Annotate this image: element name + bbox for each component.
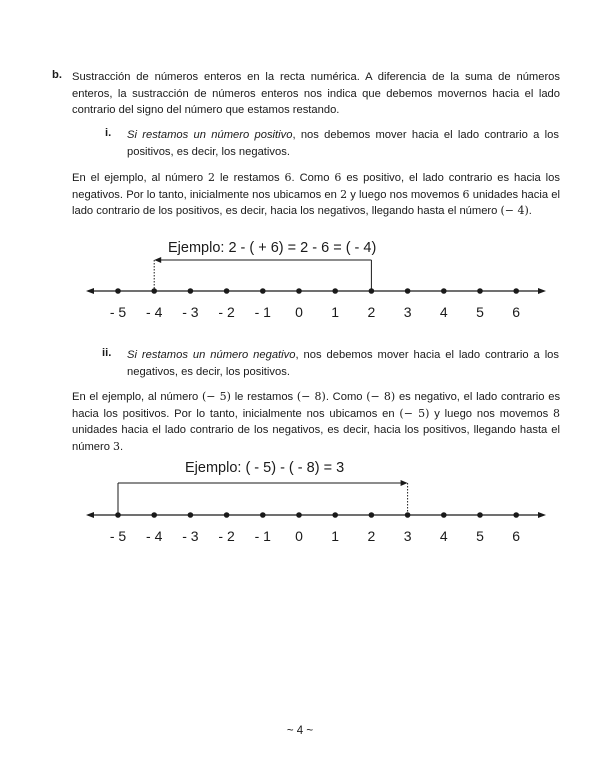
tick-label: - 1 xyxy=(254,528,271,544)
tick-label: - 3 xyxy=(182,304,199,320)
tick-label: - 2 xyxy=(218,304,235,320)
tick-label: 4 xyxy=(439,528,448,544)
tick-dot xyxy=(477,512,483,518)
tick-label: - 3 xyxy=(182,528,199,544)
tick-dot xyxy=(477,288,483,294)
axis-right-arrow xyxy=(538,512,546,518)
tick-dot xyxy=(332,288,338,294)
case-ii-italic: Si restamos un número negativo xyxy=(127,349,296,361)
tick-dot xyxy=(405,288,411,294)
tick-label: 1 xyxy=(331,304,340,320)
tick-dot xyxy=(188,512,194,518)
number-line-2 xyxy=(0,455,600,555)
section-b-text: Sustracción de números enteros en la recta numérica. A diferencia de la suma de números enteros, la sustracción de números enteros nos indica que debemos movernos hacia el lado contrario del signo del número que estamos restando. xyxy=(72,71,560,116)
tick-dot xyxy=(441,288,447,294)
number-line-2-caption: Ejemplo: ( - 5) - ( - 8) = 3 xyxy=(185,460,345,476)
number-line-1 xyxy=(0,230,600,330)
tick-label: 6 xyxy=(512,528,521,544)
move-arrow-head xyxy=(401,480,408,486)
tick-label: 1 xyxy=(331,528,340,544)
move-arrow-head xyxy=(154,257,161,263)
tick-dot xyxy=(188,288,194,294)
tick-label: - 1 xyxy=(254,304,271,320)
tick-label: 3 xyxy=(403,528,412,544)
case-ii-text xyxy=(127,347,559,380)
tick-dot xyxy=(369,512,375,518)
tick-label: 0 xyxy=(295,304,303,320)
section-b-label: b. xyxy=(52,69,62,81)
page-number: ~ 4 ~ xyxy=(286,725,314,737)
tick-label: 0 xyxy=(295,528,303,544)
tick-dot xyxy=(513,512,519,518)
case-ii-label: ii. xyxy=(102,347,112,359)
axis-left-arrow xyxy=(86,288,94,294)
example-i-paragraph: En el ejemplo, al número 2 le restamos 6. Como 6 es positivo, el lado contrario es hacia los negativos. Por lo tanto, inicialmente nos ubicamos en 2 y luego nos movemos 6 unidades hacia el lado contrario de los positivos, es decir, hacia los negativos, llegando hasta el número (− 4). xyxy=(72,171,560,217)
tick-dot xyxy=(115,288,121,294)
case-i-label: i. xyxy=(105,127,112,139)
axis-left-arrow xyxy=(86,512,94,518)
tick-dot xyxy=(224,288,230,294)
tick-label: - 4 xyxy=(146,304,163,320)
tick-dot xyxy=(260,288,266,294)
tick-dot xyxy=(296,288,302,294)
tick-label: 4 xyxy=(439,304,448,320)
tick-dot xyxy=(151,512,157,518)
tick-label: 3 xyxy=(403,304,412,320)
number-line-1-ticks xyxy=(86,257,546,320)
case-i-italic: Si restamos un número positivo xyxy=(127,129,293,141)
tick-label: - 5 xyxy=(109,304,127,320)
tick-label: 6 xyxy=(512,304,521,320)
tick-dot xyxy=(513,288,519,294)
case-ii-rest: , nos debemos mover hacia el lado contrario a los negativos, es decir, los positivos. xyxy=(127,349,559,378)
tick-label: 2 xyxy=(367,304,376,320)
tick-dot xyxy=(296,512,302,518)
axis-right-arrow xyxy=(538,288,546,294)
example-ii-paragraph: En el ejemplo, al número (− 5) le restamos (− 8). Como (− 8) es negativo, el lado contrario es hacia los positivos. Por lo tanto, inicialmente nos ubicamos en (− 5) y luego nos movemos 8 unidades hacia el lado contrario de los negativos, es decir, hacia los positivos, llegando hasta el número 3. xyxy=(72,390,561,453)
tick-label: - 5 xyxy=(109,528,127,544)
tick-label: - 4 xyxy=(146,528,163,544)
tick-dot xyxy=(260,512,266,518)
tick-dot xyxy=(224,512,230,518)
number-line-1-caption: Ejemplo: 2 - ( + 6) = 2 - 6 = ( - 4) xyxy=(168,240,377,256)
number-line-2-ticks xyxy=(86,480,546,544)
tick-dot xyxy=(332,512,338,518)
tick-label: 5 xyxy=(476,528,484,544)
tick-dot xyxy=(441,512,447,518)
tick-label: - 2 xyxy=(218,528,235,544)
case-i-text xyxy=(127,127,559,160)
case-i-rest: , nos debemos mover hacia el lado contrario a los positivos, es decir, los negativos. xyxy=(127,129,559,158)
tick-label: 5 xyxy=(476,304,484,320)
tick-label: 2 xyxy=(367,528,376,544)
